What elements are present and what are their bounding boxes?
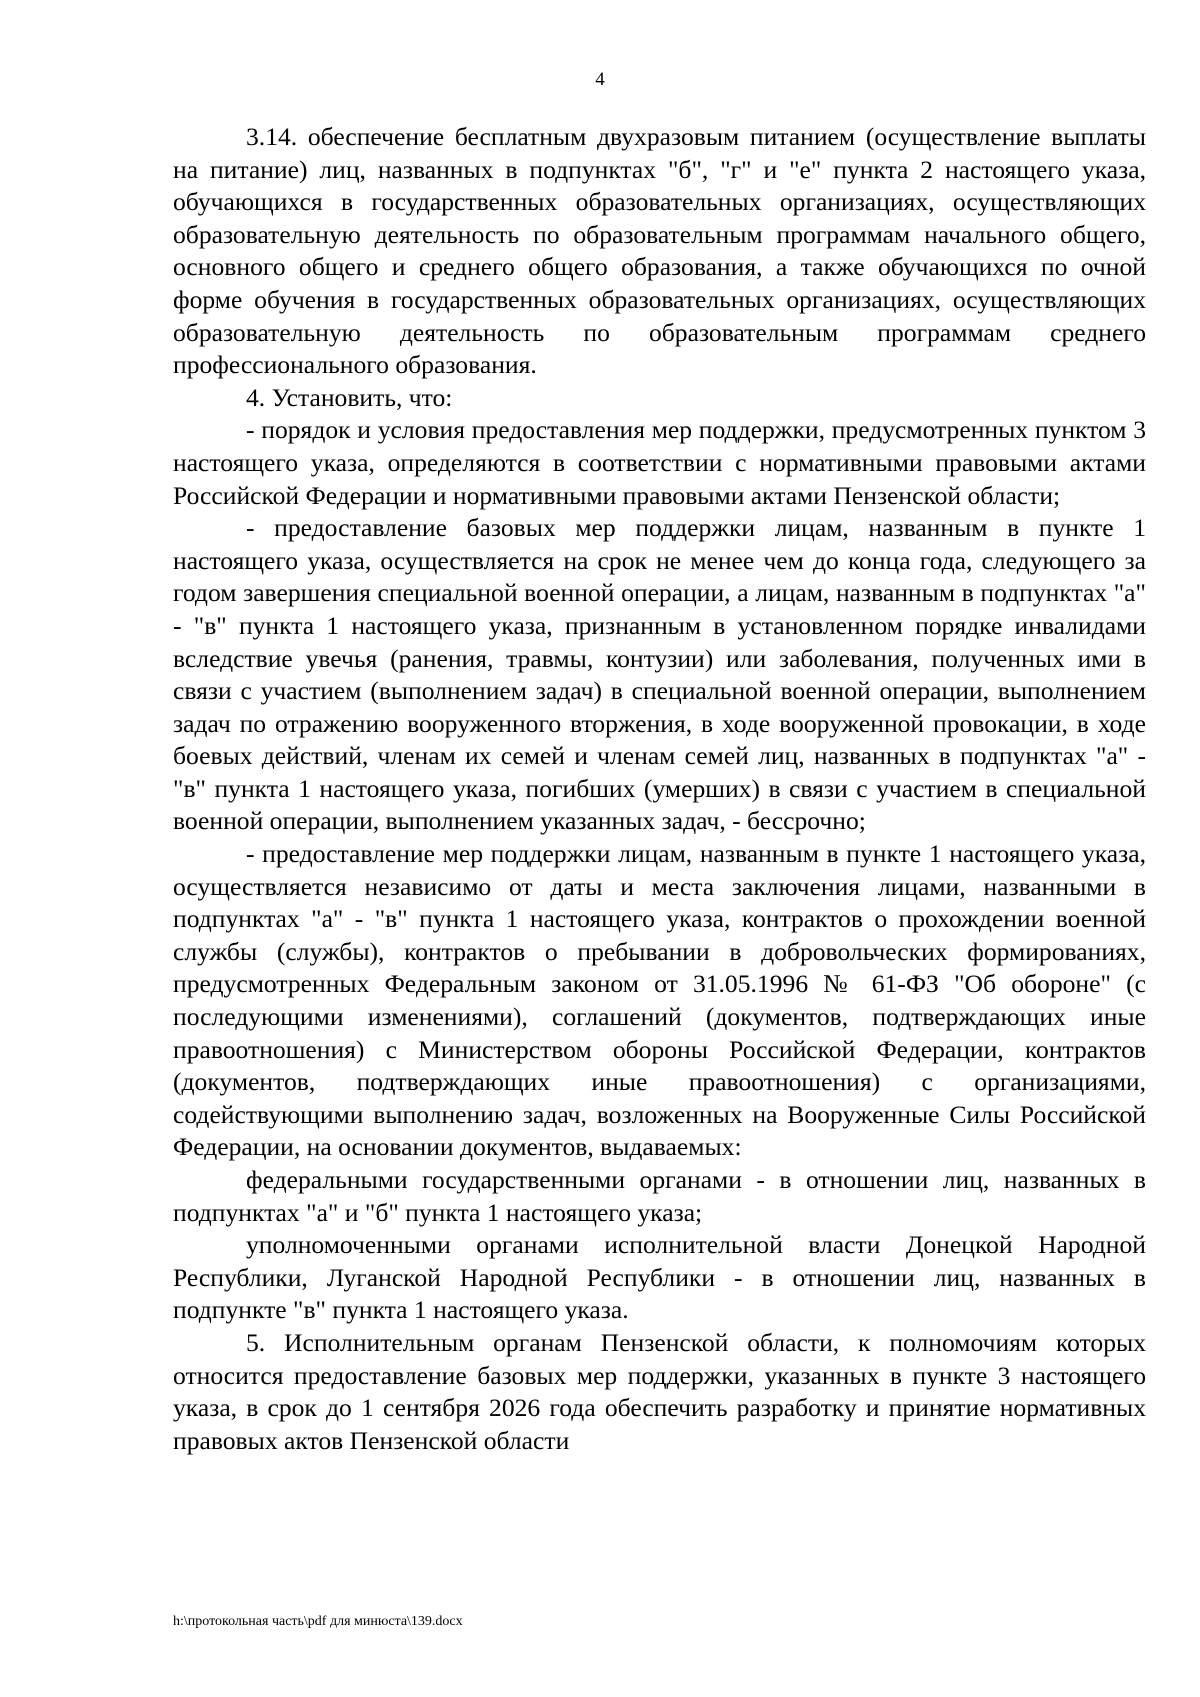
paragraph-4-intro: 4. Установить, что:	[246, 382, 453, 412]
paragraph-4-procedure: - порядок и условия предоставления мер поддержки, предусмотренных пунктом 3 настоящего указа, определяются в соответствии с нормативными правовыми актами Российской Федерации и нормативными правовыми актами Пензенской области;	[173, 415, 1146, 510]
paragraph-4-independence: - предоставление мер поддержки лицам, названным в пункте 1 настоящего указа, осуществляется независимо от даты и места заключения лицами, названными в подпунктах "а" - "в" пункта 1 настоящего указа, контрактов о прохождении военной службы (службы), контрактов о пребывании в добровольческих формированиях, предусмотренных Федеральным законом от 31.05.1996 № 61-ФЗ "Об обороне" (с последующими изменениями), соглашений (документов, подтверждающих иные правоотношения) с Министерством обороны Российской Федерации, контрактов (документов, подтверждающих иные правоотношения) с организациями, содействующими выполнению задач, возложенных на Вооруженные Силы Российской Федерации, на основании документов, выдаваемых:	[173, 839, 1146, 1162]
footer-file-path: h:\протокольная часть\pdf для минюста\139.docx	[173, 1614, 463, 1629]
paragraph-authorized-bodies: уполномоченными органами исполнительной власти Донецкой Народной Республики, Луганской Народной Республики - в отношении лиц, названных в подпункте "в" пункта 1 настоящего указа.	[173, 1230, 1146, 1325]
page-number: 4	[595, 69, 605, 90]
paragraph-4-term: - предоставление базовых мер поддержки лицам, названным в пункте 1 настоящего указа, осуществляется на срок не менее чем до конца года, следующего за годом завершения специальной военной операции, а лицам, названным в подпунктах "а" - "в" пункта 1 настоящего указа, признанным в установленном порядке инвалидами вследствие увечья (ранения, травмы, контузии) или заболевания, полученных ими в связи с участием (выполнением задач) в специальной военной операции, выполнением задач по отражению вооруженного вторжения, в ходе вооруженной провокации, в ходе боевых действий, членам их семей и членам семей лиц, названных в подпунктах "а" - "в" пункта 1 настоящего указа, погибших (умерших) в связи с участием в специальной военной операции, выполнением указанных задач, - бессрочно;	[173, 513, 1146, 836]
paragraph-3-14: 3.14. обеспечение бесплатным двухразовым питанием (осуществление выплаты на питание) лиц, названных в подпунктах "б", "г" и "е" пункта 2 настоящего указа, обучающихся в государственных образовательных организациях, осуществляющих образовательную деятельность по образовательным программам начального общего, основного общего и среднего общего образования, а также обучающихся по очной форме обучения в государственных образовательных организациях, осуществляющих образовательную деятельность по образовательным программам среднего профессионального образования.	[173, 122, 1146, 380]
paragraph-5: 5. Исполнительным органам Пензенской области, к полномочиям которых относится предоставление базовых мер поддержки, указанных в пункте 3 настоящего указа, в срок до 1 сентября 2026 года обеспечить разработку и принятие нормативных правовых актов Пензенской области	[173, 1327, 1146, 1455]
paragraph-federal-bodies: федеральными государственными органами - в отношении лиц, названных в подпунктах "а" и "б" пункта 1 настоящего указа;	[173, 1165, 1146, 1227]
document-body	[173, 121, 1146, 1457]
